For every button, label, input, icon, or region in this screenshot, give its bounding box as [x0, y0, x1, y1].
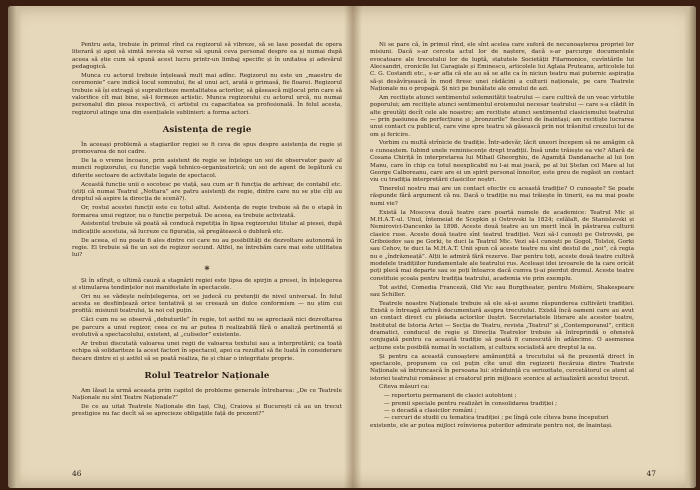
- paragraph: Există la Moscova două teatre care poartă numele de academice: Teatrul Mic și M.H.A.T.-ul. Unul, întemeiat de Scepkin și Ostrovski la 1824; celălalt, de Stanislavski și Nemirovici-Dancenko la 1898. Aceste două teatre au un merit încă în păstrarea culturii clasice ruse. Aceste două teatre sînt teatrul tradiției. Vezi să-l cunoști pe Ostrovski, pe Griboiedov sau pe Gorki, te duci la Teatrul Mic. Vezi să-l cunoști pe Gogol, Tolstoi, Gorki sau Cehov, te duci la M.H.A.T. Unii spun că aceste teatre nu sînt destul de „noi”, că regia nu e „îndrăzneață”. Alții le admiră fără rezerve. Dar pentru toți, aceste două teatre cultivă modelele tradițiilor fundamentale ale teatrului rus. Aceleași idei izvoarele de la care oricât poți plecă mai departe sau se poți întoarce dacă cumva ți-ai pierdut drumul. Aceste teatre constituie școala pentru tradiția teatrului, academia vie prin exemplu.: [370, 209, 634, 282]
- right-page: [352, 6, 696, 488]
- paragraph: Și pentru ca această cunoaștere amănunțită a trecutului să fie prezentă direct în spectacole, propunem ca cel puțin cîte unul din regizorii fiecăruia dintre Teatrele Naționale să întruncască în persoana lui: străduință cu seriozitate, cercetătorul ce atent al istoriei teatrului românesc și creatorul prin mijloace scenice al actualizării acestui trecut.: [370, 353, 634, 382]
- paragraph: Tinerelul nostru mai are un contact efectiv cu această tradiție? O cunoaște? Se poate răspunde fără argument că nu. Dacă o tradiție nu mai trăiește în tinerii, ea nu mai poate numi vie?: [370, 186, 634, 207]
- section-heading: Asistența de regie: [162, 124, 252, 135]
- section-separator-star: *: [204, 264, 210, 276]
- right-text-column: [370, 42, 634, 430]
- paragraph: Teatrele noastre Naționale trebuie să ele să-și asume răspunderea cultivării tradiției. Există o întreagă arhivă documentară asupra trecutului. Există încă oameni care au avut un contact direct cu pleiada actorilor iluștri. Secretariatele literare ale acestor teatre, Institutul de Istoria Artei — Secția de Teatru, revista „Teatrul” și „Contemporanul”, criticii dramatici, conducul de regie și Direcția Teatrelor trebuie să întreprindă o ofensivă conjugată pentru ca această tradiție să poată fi cunoscută în adâncime. O asemenea acțiune este posibilă numai în socialism, și cultura socialistă are dreptul la ea.: [370, 300, 634, 351]
- page-number: 46: [72, 469, 82, 478]
- left-text-column: [72, 42, 342, 420]
- paragraph: Ni se pare că, în primul rînd, ele sînt acelea care suferă de necunoașterea propriei lor misiuni. Dacă s-ar cerceta actul lor de naștere, dacă s-ar parcurge documentele evocatoare ale trecutului lor de luptă, statutele Societății Filarmonice, cuvîntările lui Alecsandri, cronicile lui Caragiale și Eminescu, articolele lui Aglaia Pruteanu, articolele lui C. G. Costandi etc., s-ar afla că ele au să se afle ca în niciun teatru mai puternic aspirația să-și desăvîrșească în mod firesc unei rădăcini a culturii naționale, pe care Teatrele Naționale nu o propagă. Și nici pe bunătate ale omului de azi.: [370, 42, 634, 93]
- paragraph: Tot astfel, Comedia Franceză, Old Vic sau Burgtheater, pentru Molière, Shakespeare sau Schiller.: [370, 284, 634, 298]
- paragraph: Am recitiște atunci sentimentul solemnitătii teatrului — care cultivă de un veac virtutile poporului; am recitiște atunci sentimentul eroismului necesar teatrului — care s-a clădit în alte greutăți decît cele ale noastre; am recitiște atunci sentimentul clasicismului teatrului — prin pasiunea de perfecțiune și „bronzurile” fiecărui de înaintași; am recitiște lucrarea unui contact cu publicul, care vine spre teatru să găsească prin noi trăsnitul crezului lui de om și fericire.: [370, 94, 634, 138]
- paragraph: De ce au uitat Teatrele Naționale din Iași, Cluj, Craiova și București că au un trecut prestigios nu fac decît să se aprecieze obligațiile față de prezent?”: [72, 404, 342, 418]
- paragraph: În aceeași problemă a stagiarilor regiei se fi ceva de spus despre asistența de regie și promovarea de noi cadre.: [72, 141, 342, 156]
- paragraph: Pentru asta, trebuie în primul rînd ca regizorul să vibreze, să se lase posedat de opera literară și apoi să simtă nevoia să verse să spună ceva personal despre ea și numai după aceea să știe cum să spună acest lucru printr-un limbaj specific și în unitatea și adevărul pedagogică.: [72, 42, 342, 71]
- page-number: 47: [646, 469, 656, 478]
- paragraph: Vorbim cu multă strînicie de tradiție. Într-adevăr, lăcit uneori începem să ne amăgim că o cunoaștem. Iubind unele reminiscențe drept tradiții. Însă unde trăiește ea vie? Aflară de Cosana Chiriță în interpretarea lui Mihail Gheorghiu, de Agamiță Dandanache al lui Ion Manu, care în chip cu totul neexplicabil nu l-ai mai joacă, pe al lui Ștefan cel Mare al lui George Calboreanu, care are ei un spirit personal înnoitor, este greu de regăsit un contact viu cu tradiția interpretării clasicilor noștri.: [370, 140, 634, 184]
- paragraph: Ar trebui discutată valoarea unei regii de valoarea textului sau a interpretării; ca toată echipa să solidariteze la acest factori în spectacol, apoi ca rezultat să fie luată în considerare fiecare dintre ei și astfel să se poată realiza, fie și chiar o integritate proprie.: [72, 340, 342, 362]
- list-item: — o decadă a clasicilor români ;: [384, 408, 477, 414]
- paragraph: Citeva măsuri ca:: [379, 384, 430, 391]
- list-item: — premii speciale pentru realizări în consolidarea tradiției ;: [384, 400, 558, 407]
- paragraph: Asistentul trebuie să poată să conducă repetiția în lipsa regizorului titular al piesei, după indicațiile acestuia, să lucreze cu figurația, să pregătească o dublură etc.: [72, 221, 342, 235]
- paragraph: Această funcție unii o socotesc pe viață, sau cum ar fi funcția de arhivar, de contabil etc. (știți că numai Teatrul „Nottara” are patru asistenți de regie, dintre care nu se știe cîți au dreptul să aspire la direcția de scenă?).: [72, 181, 342, 203]
- paragraph: Munca cu actorul trebuie înțeleasă mult mai adînc. Regizorul nu este un „maestru de ceremonie” care indică locul somnului, fie al unui act, arată o grimasă, fie floarei. Regizorul trebuie să își extragă și supraliciteze mentalitatea actorilor, să găsească mijlocul prin care să valorifice cît mai bine, să-l formeze artistic. Munca regizorului cu actorul urcă, nu numai personalul din piesa respectivă, ci artistul cu capacitatea sa profesională. În felul acesta, regizorul atinge una din esențialele sublinieri: a forma actori.: [72, 72, 342, 116]
- paragraph: De aceea, el nu poate fi ales dintre cei care nu au posibilități de dezvoltare autonomă în regie. El trebuie să fie un soi de regizor secund. Altfel, ne întrebăm care mai este utilitatea lui?: [72, 237, 342, 259]
- paragraph: Am lăsat la urmă aceasta prim capitol de probleme generale întrebarea: „De ce Teatrele Naționale nu sînt Teatre Naționale?”: [72, 387, 342, 402]
- paragraph: Căci cum nu se observă „debuturile” în regie, tot astfel nu se apreciază nici dezvoltarea pe parcurs a unui regizor, ceea ce nu ar putea fi realizabilă fără o analiză pertinentă și evolutivă a spectacolului, existent, al „culiselor” existente.: [72, 317, 342, 338]
- paragraph: Or, rostul acestei funcții este cu totul altul. Asistența de regie trebuie să fie o etapă în formarea unui regizor, nu o funcție perpetuă. De aceea, ea trebuie activizată.: [72, 205, 342, 219]
- paragraph: Și în sfîrșit, o ultimă cauză a stagnării regiei este lipsa de spirjin a presei, în înțelegerea și stimularea tendințelor noi manifestate în spectacole.: [72, 277, 342, 291]
- list-item: — cercuri de studii cu tematica tradiției ; pe lîngă cele cîteva bune începuturi existente, ele ar putea mijloci reînvierea puterilor admirate pentru noi, de înaintași.: [370, 415, 613, 429]
- paragraph: De la o vreme încoace, prin asistent de regie se înțelege un soi de observator pasiv al muncii regizorului, cu funcție vagă tehnico-organizatorică; un soi de agent de legătură cu diferite sectoare de activitate legate de spectacol.: [72, 158, 342, 179]
- book-gutter: [344, 6, 362, 488]
- left-page: [8, 6, 352, 488]
- list-item: — repertoriu permanent de clasici autohtoni ;: [384, 393, 517, 400]
- paragraph: Ori nu se vădește neînțelegerea, ori se judecă cu pretenții de nivel universal. În felul acesta se desființează orice tentativă și se creează un dulce conformism — nu știm cui profită: misiunii teatrului, la noi cel puțin.: [72, 293, 342, 315]
- section-heading: Rolul Teatrelor Naționale: [144, 370, 270, 381]
- book-spread: [8, 6, 696, 488]
